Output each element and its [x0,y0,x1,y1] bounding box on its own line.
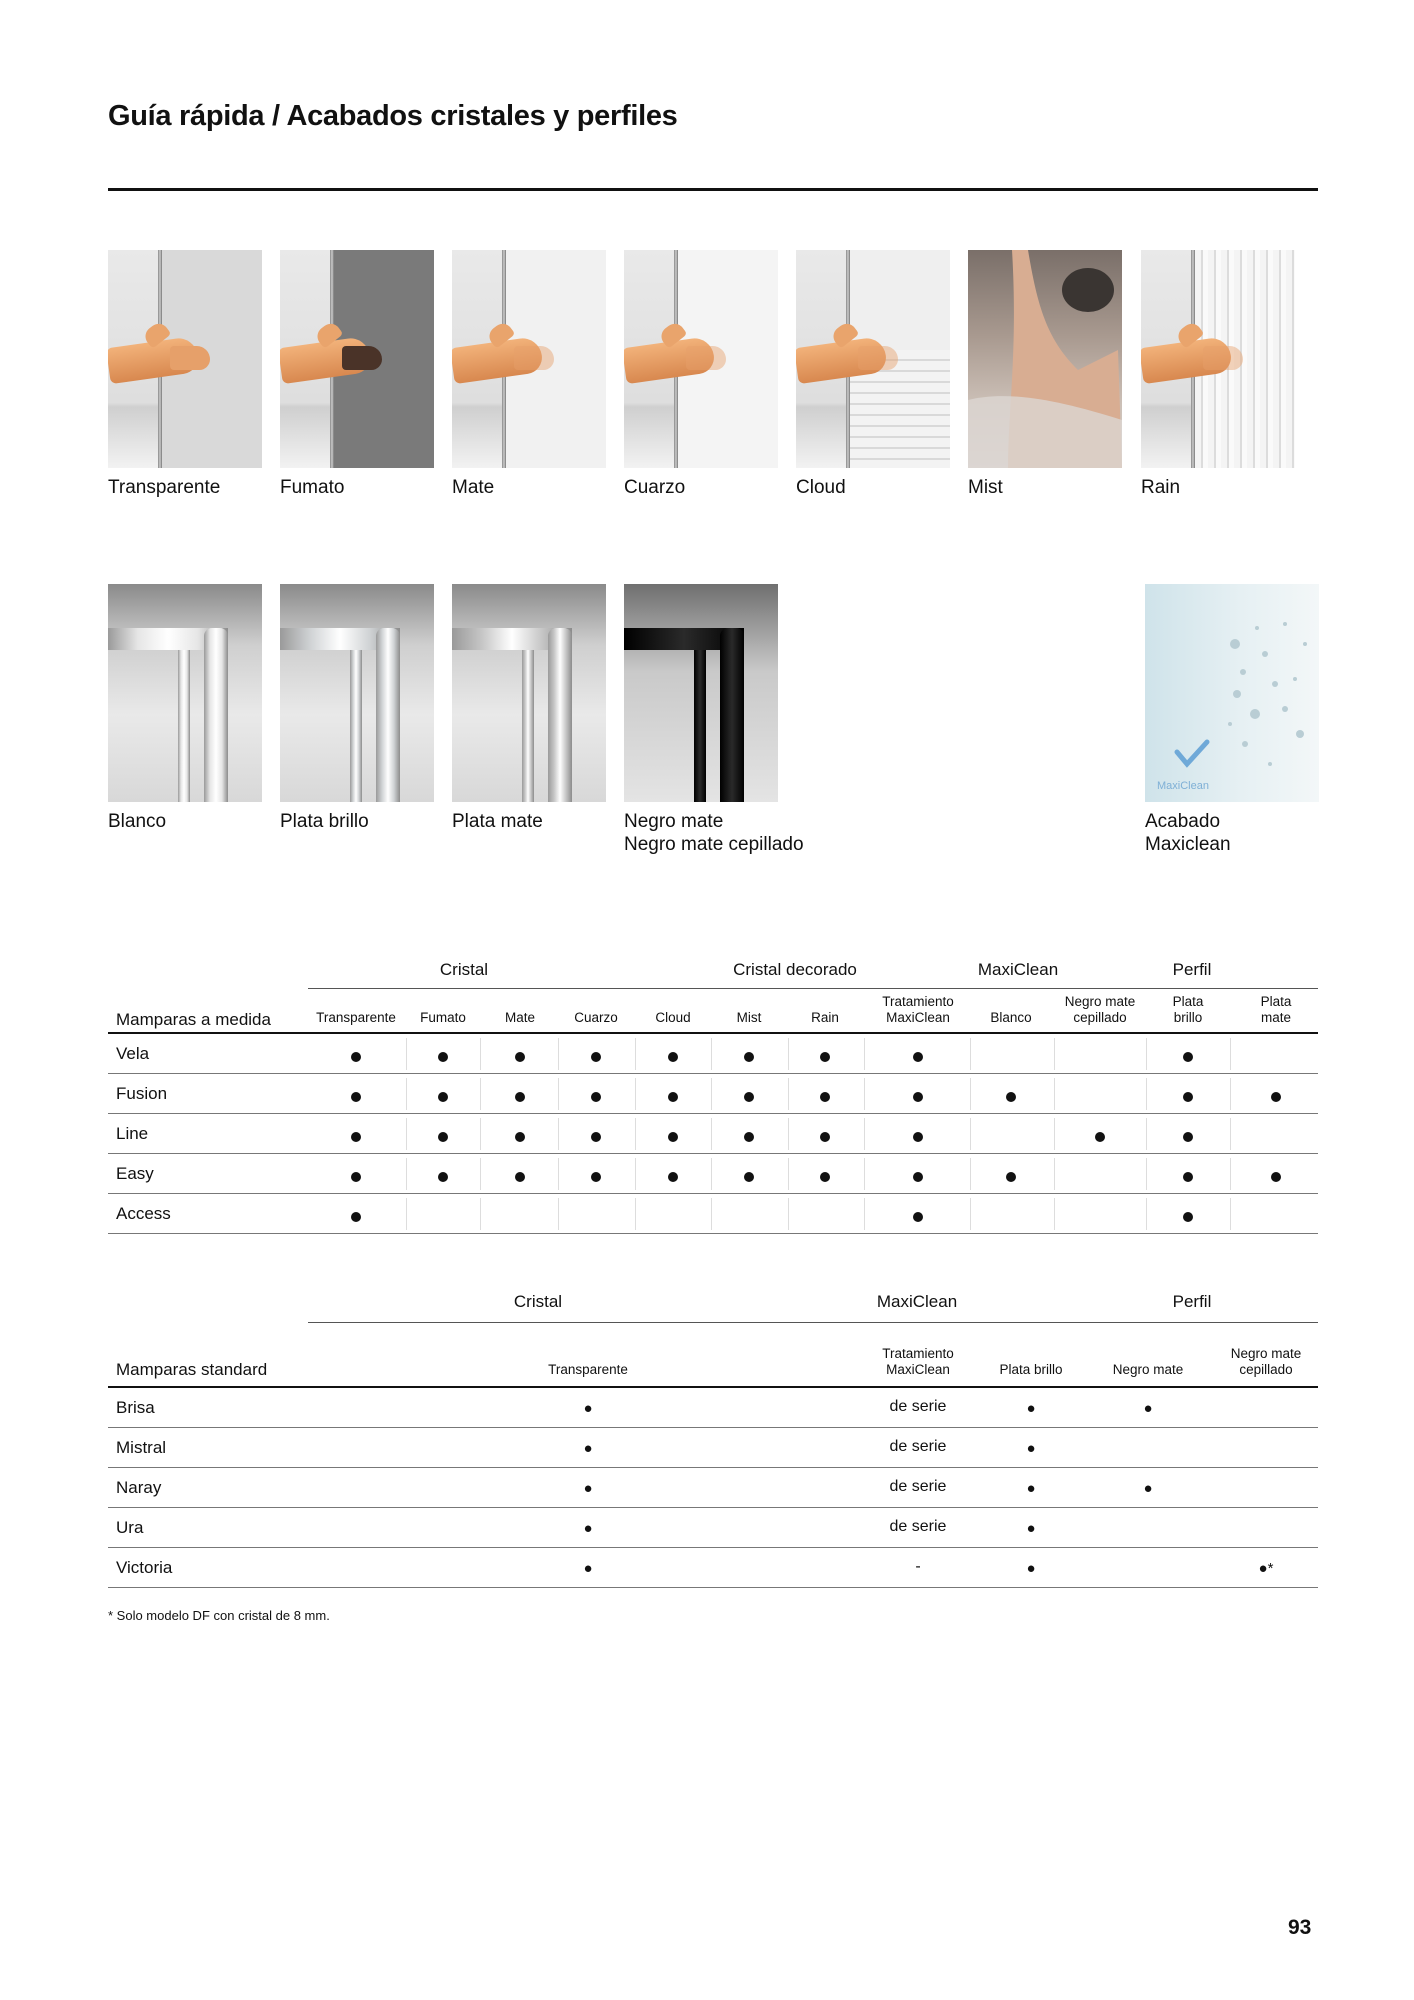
column-separator [635,1118,636,1150]
column-header [1140,994,1236,1026]
availability-dot: ● [583,1520,593,1537]
column-separator [864,1198,865,1230]
column-separator [558,1078,559,1110]
glass-swatch-mist [968,250,1122,499]
column-header [1228,994,1324,1026]
row-name: Mistral [116,1438,167,1457]
cell-value: de serie [889,1518,947,1535]
column-separator [1146,1198,1147,1230]
column-separator [970,1038,971,1070]
column-separator [1054,1038,1055,1070]
column-separator [970,1118,971,1150]
availability-dot: ● [1026,1520,1036,1537]
column-separator [970,1158,971,1190]
table-row [108,1114,1318,1154]
column-header [777,994,873,1026]
column-header [858,1346,978,1378]
glass-swatch-cuarzo [624,250,778,499]
glass-swatch-label: Mist [968,477,1003,498]
availability-dot [438,1132,448,1142]
column-separator [711,1158,712,1190]
column-separator [788,1198,789,1230]
availability-dot [1271,1172,1281,1182]
column-header-line1: Plata [1172,994,1204,1009]
group-header-maxiclean: MaxiClean [876,1292,958,1311]
maxiclean-logo-text: MaxiClean [1157,780,1209,792]
availability-dot: ● [583,1440,593,1457]
cell-value: de serie [889,1478,947,1495]
availability-dot [1006,1092,1016,1102]
column-header-line1: Negro mate [1064,994,1136,1009]
column-header-line1 [971,1346,1091,1362]
profile-swatch-label: Plata mate [452,811,543,832]
column-header-line2: Cloud [655,1010,691,1025]
column-separator [711,1118,712,1150]
column-separator [635,1158,636,1190]
column-header-line1: Tratamiento [882,994,954,1009]
availability-dot [515,1132,525,1142]
table-row [108,1194,1318,1234]
availability-dot: ● [1143,1480,1153,1497]
column-header-line2: Negro mate [1112,1362,1184,1377]
table-row [108,1508,1318,1548]
row-name: Easy [116,1164,154,1183]
availability-dot [744,1092,754,1102]
glass-swatch-cloud [796,250,950,499]
maxiclean-swatch [1145,584,1319,856]
row-header-label: Mamparas standard [116,1360,268,1379]
group-header-rule [308,988,1318,989]
glass-swatch-mate [452,250,606,499]
column-separator [1230,1158,1231,1190]
profile-swatch-image [624,584,778,802]
column-header-line2: cepillado [1239,1362,1293,1377]
availability-dot [820,1052,830,1062]
column-separator [788,1038,789,1070]
column-header-line2: Transparente [316,1010,396,1025]
availability-dot [913,1212,923,1222]
table-row [108,1428,1318,1468]
availability-dot: ● [1026,1440,1036,1457]
row-name: Ura [116,1518,144,1537]
availability-dot: ● [1026,1400,1036,1417]
group-header-perfil: Perfil [1172,1292,1212,1311]
profile-swatch-2 [280,584,434,833]
glass-swatch-image [796,250,950,468]
column-header [963,994,1059,1026]
group-header-cristal-decorado: Cristal decorado [733,960,857,979]
availability-dot [913,1052,923,1062]
glass-swatch-label: Rain [1141,477,1181,498]
availability-dot [351,1132,361,1142]
column-separator [970,1078,971,1110]
profile-swatch-label: Negro mate [624,811,724,832]
column-separator [635,1038,636,1070]
page-title: Guía rápida / Acabados cristales y perfiles [108,100,678,132]
availability-dot [351,1092,361,1102]
column-separator [480,1078,481,1110]
column-separator [406,1038,407,1070]
availability-dot [1006,1172,1016,1182]
availability-dot [1095,1132,1105,1142]
column-separator [970,1198,971,1230]
table-row [108,1468,1318,1508]
column-separator [1230,1078,1231,1110]
page-number: 93 [1288,1916,1312,1939]
column-separator [788,1158,789,1190]
table-mamparas-standard [108,1292,1318,1592]
availability-dot [515,1172,525,1182]
column-separator [1054,1078,1055,1110]
column-separator [1054,1118,1055,1150]
column-header-line2: Fumato [420,1010,466,1025]
availability-dot [668,1052,678,1062]
availability-dot [351,1052,361,1062]
maxiclean-label-line2: Maxiclean [1145,834,1231,855]
title-divider [108,188,1318,191]
column-separator [558,1118,559,1150]
cell-value: - [915,1558,921,1575]
glass-swatch-image [108,250,262,468]
profile-swatch-4 [624,584,804,856]
table-mamparas-a-medida [108,960,1318,1240]
column-header-line2: MaxiClean [886,1362,950,1377]
column-separator [406,1078,407,1110]
availability-dot [668,1092,678,1102]
availability-dot: ● [583,1400,593,1417]
column-header [308,994,404,1026]
column-separator [1054,1158,1055,1190]
column-header-line1 [528,1346,648,1362]
availability-dot [1183,1052,1193,1062]
column-separator [1146,1158,1147,1190]
column-header [1052,994,1148,1026]
row-name: Naray [116,1478,162,1497]
column-separator [1146,1078,1147,1110]
availability-dot [913,1132,923,1142]
row-name: Access [116,1204,171,1223]
column-header-line2: Mist [736,1010,762,1025]
column-separator [480,1038,481,1070]
column-header-line2: Cuarzo [574,1010,618,1025]
availability-dot: ● [1026,1480,1036,1497]
group-header-cristal: Cristal [439,960,489,979]
column-header-line2: brillo [1173,1010,1203,1025]
availability-dot [668,1132,678,1142]
availability-dot [1183,1172,1193,1182]
column-separator [406,1198,407,1230]
row-name: Victoria [116,1558,173,1577]
availability-dot [1183,1212,1193,1222]
check-icon [1177,742,1207,764]
column-separator [1230,1118,1231,1150]
column-header-line2: Mate [504,1010,535,1025]
column-separator [711,1038,712,1070]
column-separator [558,1038,559,1070]
glass-swatch-label: Cuarzo [624,477,686,498]
column-separator [558,1198,559,1230]
group-header-rule [308,1322,1318,1323]
profile-swatch-3 [452,584,606,833]
column-separator [711,1078,712,1110]
glass-swatch-label: Cloud [796,477,846,498]
column-separator [558,1158,559,1190]
availability-dot [744,1132,754,1142]
availability-dot: ●* [1258,1560,1274,1577]
profile-swatch-image [108,584,262,802]
availability-dot [351,1172,361,1182]
column-header [1088,1346,1208,1378]
table-row [108,1074,1318,1114]
column-header-line1 [777,994,873,1010]
profile-swatch-image [452,584,606,802]
availability-dot [913,1172,923,1182]
availability-dot [515,1052,525,1062]
column-separator [406,1118,407,1150]
availability-dot: ● [1143,1400,1153,1417]
column-separator [711,1198,712,1230]
availability-dot [668,1172,678,1182]
availability-dot: ● [1026,1560,1036,1577]
column-header-line1 [1088,1346,1208,1362]
row-name: Brisa [116,1398,155,1417]
column-separator [480,1158,481,1190]
availability-dot [351,1212,361,1222]
glass-swatch-label: Fumato [280,477,345,498]
glass-swatch-label: Transparente [108,477,221,498]
row-rule [108,1587,1318,1588]
group-header-maxiclean: MaxiClean [977,960,1059,979]
glass-swatch-image [968,250,1122,468]
column-header-line1 [963,994,1059,1010]
glass-swatch-image [280,250,434,468]
cell-value: de serie [889,1398,947,1415]
row-name: Vela [116,1044,150,1063]
column-header-line2: MaxiClean [886,1010,950,1025]
availability-dot [591,1092,601,1102]
availability-dot [1183,1092,1193,1102]
availability-dot [591,1052,601,1062]
profile-swatch-image [280,584,434,802]
column-separator [1230,1038,1231,1070]
glass-swatch-label: Mate [452,477,495,498]
glass-swatch-fumato [280,250,434,499]
glass-swatch-transparente [108,250,262,499]
row-name: Fusion [116,1084,168,1103]
column-separator [864,1118,865,1150]
availability-dot [438,1092,448,1102]
table-row [108,1034,1318,1074]
column-separator [788,1118,789,1150]
row-header-label: Mamparas a medida [116,1010,271,1029]
availability-dot [591,1172,601,1182]
column-header [870,994,966,1026]
column-header-line2: Plata brillo [999,1362,1063,1377]
column-header-line1: Negro mate [1230,1346,1302,1361]
column-separator [1146,1118,1147,1150]
table-row [108,1388,1318,1428]
availability-dot [515,1092,525,1102]
column-separator [1230,1198,1231,1230]
column-header-line2: Transparente [548,1362,628,1377]
water-drops-graphic [1145,584,1319,802]
column-separator [1054,1198,1055,1230]
row-name: Line [116,1124,149,1143]
maxiclean-label-line1: Acabado [1145,811,1221,832]
availability-dot [438,1172,448,1182]
availability-dot [438,1052,448,1062]
column-header-line1: Plata [1260,994,1292,1009]
column-separator [480,1118,481,1150]
glass-swatch-image [452,250,606,468]
table-row [108,1548,1318,1588]
availability-dot [744,1172,754,1182]
table-row [108,1154,1318,1194]
column-header [528,1346,648,1378]
column-header-line2: Blanco [990,1010,1032,1025]
column-separator [864,1078,865,1110]
column-header-line2: cepillado [1073,1010,1127,1025]
glass-swatch-image [624,250,778,468]
profile-swatch-label: Blanco [108,811,167,832]
profile-swatch-1 [108,584,262,833]
availability-dot [1271,1092,1281,1102]
profile-swatch-label: Plata brillo [280,811,369,832]
availability-dot [591,1132,601,1142]
row-rule [108,1233,1318,1234]
availability-dot [913,1092,923,1102]
column-header-line1 [308,994,404,1010]
glass-swatch-rain [1141,250,1295,499]
group-header-perfil: Perfil [1172,960,1212,979]
column-separator [635,1198,636,1230]
footnote: * Solo modelo DF con cristal de 8 mm. [108,1608,330,1623]
column-header-line2: Rain [811,1010,839,1025]
column-separator [864,1158,865,1190]
column-header-line2: mate [1260,1010,1291,1025]
availability-dot [744,1052,754,1062]
column-separator [864,1038,865,1070]
availability-dot [820,1092,830,1102]
availability-dot: ● [583,1480,593,1497]
column-separator [1146,1038,1147,1070]
availability-dot [820,1172,830,1182]
column-header-line1: Tratamiento [882,1346,954,1361]
maxiclean-image [1145,584,1319,802]
column-separator [788,1078,789,1110]
availability-dot: ● [583,1560,593,1577]
column-separator [480,1198,481,1230]
availability-dot [820,1132,830,1142]
group-header-cristal: Cristal [513,1292,563,1311]
profile-swatch-label-2: Negro mate cepillado [624,834,804,855]
column-separator [406,1158,407,1190]
cell-value: de serie [889,1438,947,1455]
column-separator [635,1078,636,1110]
column-header [1206,1346,1326,1378]
availability-dot [1183,1132,1193,1142]
glass-swatch-image [1141,250,1295,468]
column-header [971,1346,1091,1378]
